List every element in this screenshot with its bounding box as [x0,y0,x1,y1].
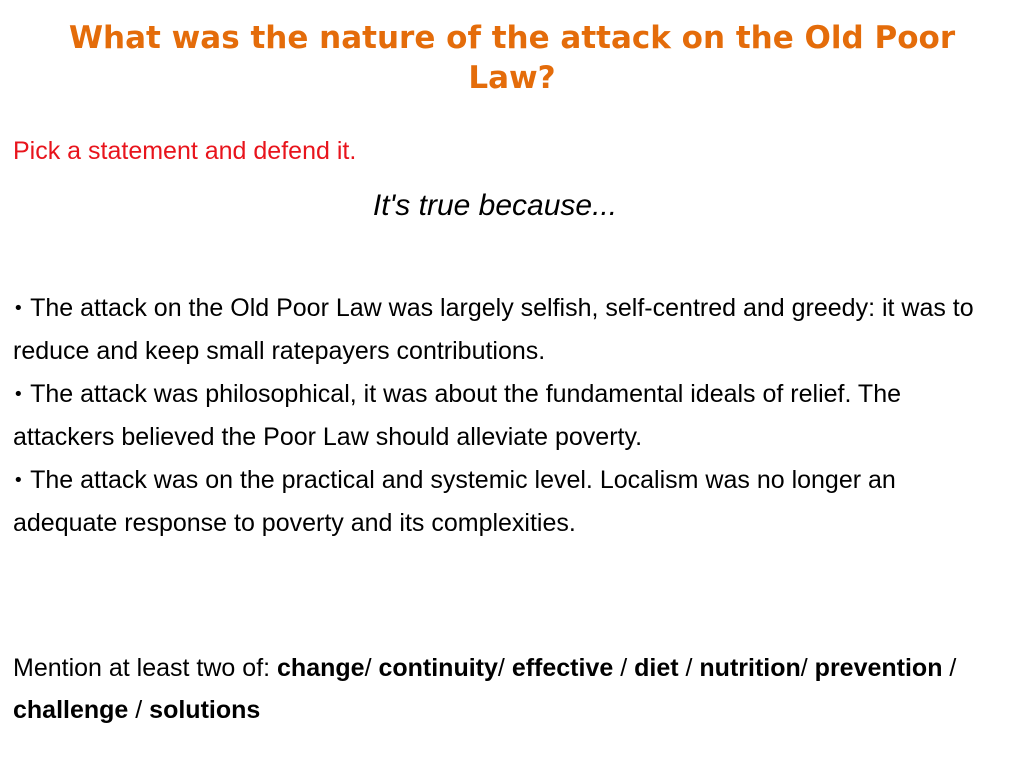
keyword-separator: / [364,654,379,682]
keyword-separator: / [678,654,700,682]
keyword-separator: / [942,654,957,682]
instruction-text: Pick a statement and defend it. [13,137,357,165]
keyword-separator: / [497,654,512,682]
keyword-separator: / [800,654,815,682]
statement-text: The attack was philosophical, it was about the fundamental ideals of relief. The attackers believed the Poor Law should alleviate poverty. [13,380,901,451]
mention-prompt [13,647,993,731]
keyword-separator: / [128,696,150,724]
keyword: change [277,654,365,682]
statement-list [13,287,978,545]
keyword-separator: / [613,654,635,682]
keyword: solutions [149,696,261,724]
keyword: effective [511,654,614,682]
keyword: challenge [13,696,129,724]
keyword: diet [634,654,679,682]
mention-lead: Mention at least two of: [13,654,278,682]
keyword: continuity [378,654,498,682]
keyword: prevention [814,654,943,682]
statement-item [13,287,978,372]
statement-item [13,459,978,544]
statement-text: The attack on the Old Poor Law was largely selfish, self-centred and greedy: it was to reduce and keep small ratepayers contributions. [13,294,974,365]
subheading: It's true because... [372,189,618,222]
bullet-icon: • [13,470,24,491]
bullet-icon: • [13,298,24,319]
statement-text: The attack was on the practical and systemic level. Localism was no longer an adequate response to poverty and its complexities. [13,466,896,537]
slide-title: What was the nature of the attack on the Old Poor Law? [68,20,956,96]
bullet-icon: • [13,384,24,405]
keyword: nutrition [699,654,801,682]
statement-item [13,373,978,458]
